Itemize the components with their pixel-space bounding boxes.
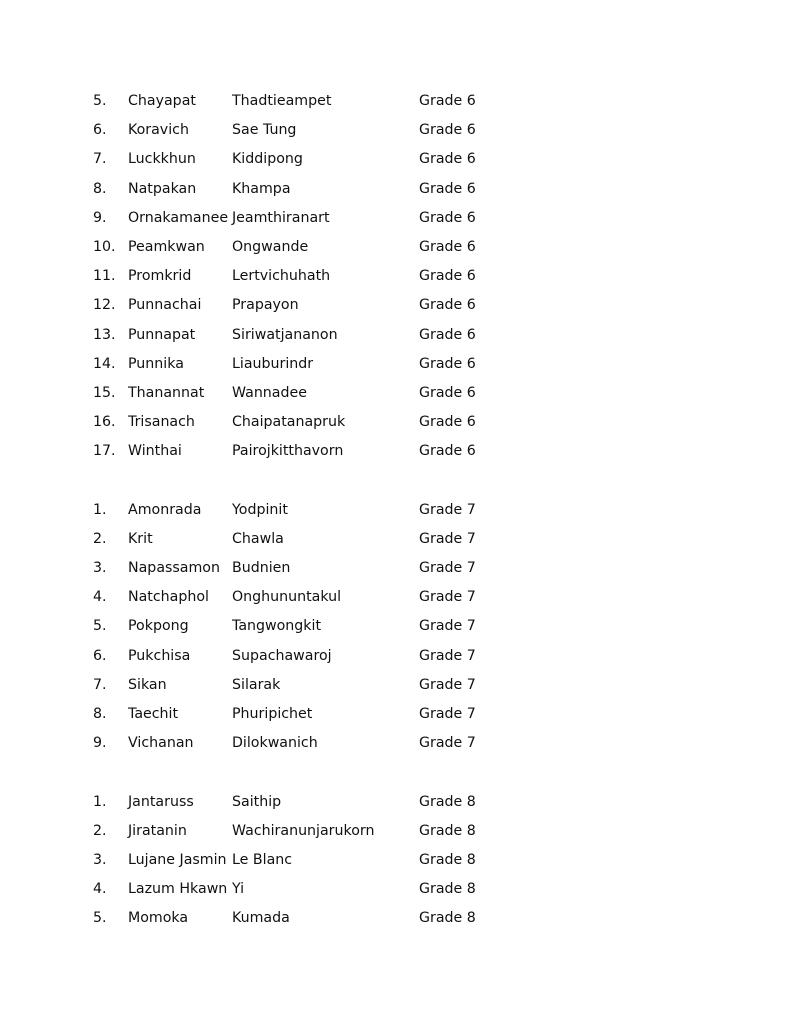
grade-level: Grade 7 [419,676,476,693]
grade-level: Grade 6 [419,268,476,285]
student-row [0,204,791,233]
first-name: Koravich [128,122,189,139]
first-name: Natchaphol [128,589,209,606]
last-name: Prapayon [232,297,299,314]
last-name: Kiddipong [232,151,303,168]
last-name: Kumada [232,910,290,927]
grade-level: Grade 8 [419,910,476,927]
student-row [0,87,791,116]
student-row [0,408,791,437]
grade-level: Grade 6 [419,151,476,168]
student-row [0,175,791,204]
row-number: 17. [93,443,116,460]
row-number: 5. [93,93,107,109]
last-name: Lertvichuhath [232,268,331,285]
last-name: Siriwatjananon [232,326,338,343]
grade-group [0,87,791,466]
first-name: Punnapat [128,326,196,343]
last-name: Tangwongkit [232,618,322,635]
grade-level: Grade 6 [419,122,476,139]
grade-level: Grade 6 [419,180,476,197]
row-number: 7. [93,151,107,168]
student-row [0,875,791,904]
row-number: 5. [93,618,107,635]
row-number: 5. [93,910,107,927]
student-row [0,554,791,583]
grade-level: Grade 8 [419,822,476,839]
student-row [0,262,791,291]
grade-level: Grade 7 [419,618,476,635]
grade-level: Grade 7 [419,589,476,606]
student-row [0,496,791,525]
row-number: 7. [93,676,107,693]
first-name: Punnika [128,355,184,372]
grade-level: Grade 7 [419,530,476,547]
first-name: Jiratanin [128,822,187,839]
first-name: Jantaruss [128,793,194,810]
row-number: 2. [93,822,107,839]
first-name: Amonrada [128,501,202,518]
student-row [0,788,791,817]
row-number: 6. [93,122,107,139]
last-name: Chaipatanapruk [232,414,346,431]
student-row [0,116,791,145]
row-number: 4. [93,881,107,898]
row-number: 13. [93,326,116,343]
row-number: 4. [93,589,107,606]
grade-level: Grade 8 [419,851,476,868]
grade-level: Grade 7 [419,560,476,576]
row-number: 12. [93,297,116,314]
first-name: Sikan [128,676,167,693]
student-row [0,291,791,320]
last-name: Wachiranunjarukorn [232,822,375,839]
grade-group [0,496,791,759]
last-name: Jeamthiranart [232,209,330,226]
first-name: Chayapat [128,93,196,109]
row-number: 14. [93,355,116,372]
student-row [0,525,791,554]
first-name: Trisanach [128,414,195,431]
student-row [0,379,791,408]
student-row [0,700,791,729]
row-number: 2. [93,530,107,547]
grade-level: Grade 6 [419,384,476,401]
grade-level: Grade 7 [419,735,476,752]
grade-level: Grade 7 [419,501,476,518]
last-name: Sae Tung [232,122,297,139]
last-name: Pairojkitthavorn [232,443,344,460]
row-number: 1. [93,501,107,518]
grade-level: Grade 6 [419,355,476,372]
student-row [0,642,791,671]
student-row [0,817,791,846]
first-name: Ornakamanee [128,209,229,226]
last-name: Saithip [232,793,282,810]
last-name: Supachawaroj [232,647,332,664]
first-name: Pokpong [128,618,189,635]
first-name: Krit [128,530,153,547]
last-name: Silarak [232,676,281,693]
first-name: Vichanan [128,735,194,752]
first-name: Pukchisa [128,647,191,664]
student-row [0,437,791,466]
grade-group [0,788,791,934]
row-number: 15. [93,384,116,401]
student-row [0,583,791,612]
last-name: Khampa [232,180,291,197]
student-row [0,350,791,379]
grade-level: Grade 6 [419,238,476,255]
last-name: Ongwande [232,238,309,255]
last-name: Onghununtakul [232,589,342,606]
first-name: Momoka [128,910,189,927]
row-number: 1. [93,793,107,810]
last-name: Wannadee [232,384,307,401]
student-row [0,612,791,641]
last-name: Thadtieampet [232,93,332,109]
row-number: 3. [93,560,107,576]
grade-level: Grade 6 [419,209,476,226]
last-name: Chawla [232,530,284,547]
last-name: Le Blanc [232,851,293,868]
last-name: Phuripichet [232,705,313,722]
first-name: Winthai [128,443,182,460]
last-name: Yodpinit [232,501,288,518]
first-name: Natpakan [128,180,197,197]
grade-level: Grade 6 [419,297,476,314]
first-name: Napassamon [128,560,220,576]
first-name: Peamkwan [128,238,205,255]
row-number: 9. [93,735,107,752]
first-name: Luckkhun [128,151,196,168]
last-name: Yi [232,881,245,898]
grade-level: Grade 6 [419,326,476,343]
row-number: 9. [93,209,107,226]
student-row [0,233,791,262]
student-row [0,846,791,875]
last-name: Dilokwanich [232,735,318,752]
student-row [0,321,791,350]
student-row [0,904,791,933]
grade-level: Grade 6 [419,443,476,460]
first-name: Taechit [128,705,179,722]
row-number: 10. [93,238,116,255]
row-number: 3. [93,851,107,868]
first-name: Lazum Hkawn [128,881,228,898]
student-list [0,87,791,933]
last-name: Liauburindr [232,355,314,372]
row-number: 8. [93,180,107,197]
grade-level: Grade 8 [419,881,476,898]
first-name: Thanannat [128,384,205,401]
first-name: Punnachai [128,297,202,314]
student-row [0,671,791,700]
grade-level: Grade 7 [419,647,476,664]
grade-level: Grade 6 [419,414,476,431]
grade-level: Grade 8 [419,793,476,810]
row-number: 8. [93,705,107,722]
row-number: 11. [93,268,116,285]
first-name: Lujane Jasmin [128,851,227,868]
student-row [0,729,791,758]
row-number: 6. [93,647,107,664]
grade-level: Grade 6 [419,93,476,109]
last-name: Budnien [232,560,291,576]
grade-level: Grade 7 [419,705,476,722]
first-name: Promkrid [128,268,192,285]
row-number: 16. [93,414,116,431]
student-row [0,145,791,174]
